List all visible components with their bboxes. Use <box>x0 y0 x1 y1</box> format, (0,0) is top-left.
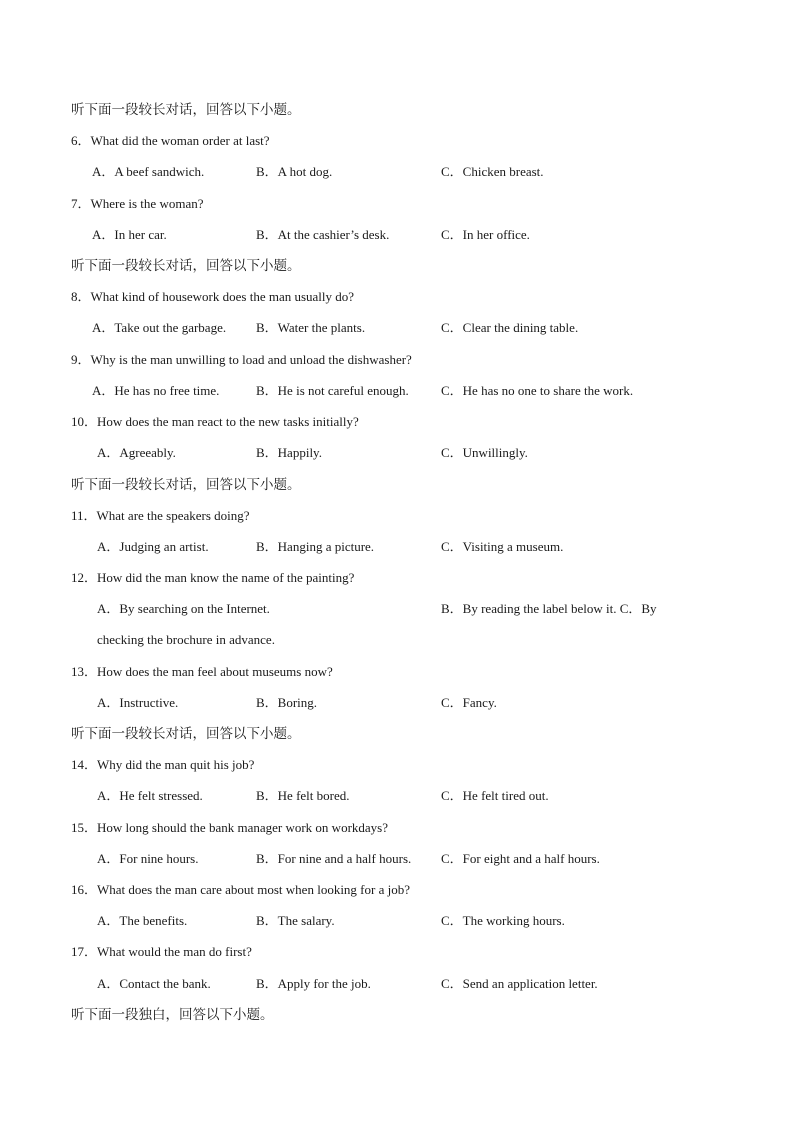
question-stem: 9．Why is the man unwilling to load and unload the dishwasher? <box>71 352 412 367</box>
question-stem: 10．How does the man react to the new tasks initially? <box>71 414 359 429</box>
option-c: C．Fancy. <box>441 695 497 710</box>
option-b: B．He is not careful enough. <box>256 383 409 398</box>
option-a: A．For nine hours. <box>97 851 199 866</box>
option-c: C．He has no one to share the work. <box>441 383 634 398</box>
question-stem: 14．Why did the man quit his job? <box>71 757 255 772</box>
option-a: A．He felt stressed. <box>97 788 203 803</box>
section-heading: 听下面一段独白，回答以下小题。 <box>71 1007 274 1022</box>
option-b: B．The salary. <box>256 913 335 928</box>
section-heading: 听下面一段较长对话，回答以下小题。 <box>71 102 301 117</box>
option-c: checking the brochure in advance. <box>97 632 275 647</box>
option-a: A．Instructive. <box>97 695 179 710</box>
option-a: A．He has no free time. <box>92 383 220 398</box>
option-c: C．In her office. <box>441 227 530 242</box>
question-stem: 6．What did the woman order at last? <box>71 133 270 148</box>
option-c: C．Send an application letter. <box>441 976 598 991</box>
question-stem: 15．How long should the bank manager work on workdays? <box>71 820 388 835</box>
question-stem: 13．How does the man feel about museums now? <box>71 664 333 679</box>
question-stem: 8．What kind of housework does the man usually do? <box>71 289 355 304</box>
option-a: A．Agreeably. <box>97 445 176 460</box>
question-stem: 12．How did the man know the name of the painting? <box>71 570 355 585</box>
option-c: C．For eight and a half hours. <box>441 851 600 866</box>
option-c: C．Unwillingly. <box>441 445 528 460</box>
section-heading: 听下面一段较长对话，回答以下小题。 <box>71 258 301 273</box>
question-stem: 7．Where is the woman? <box>71 196 204 211</box>
option-a: A．Judging an artist. <box>97 539 209 554</box>
section-heading: 听下面一段较长对话，回答以下小题。 <box>71 726 301 741</box>
option-c: C．The working hours. <box>441 913 565 928</box>
option-c: C．He felt tired out. <box>441 788 549 803</box>
option-b: B．Apply for the job. <box>256 976 371 991</box>
option-c: C．Visiting a museum. <box>441 539 564 554</box>
option-b: B．He felt bored. <box>256 788 350 803</box>
question-stem: 17．What would the man do first? <box>71 944 252 959</box>
question-stem: 16．What does the man care about most when looking for a job? <box>71 882 410 897</box>
option-b: B．For nine and a half hours. <box>256 851 412 866</box>
option-b: B．Hanging a picture. <box>256 539 375 554</box>
option-c: C．Clear the dining table. <box>441 320 579 335</box>
option-a: A．The benefits. <box>97 913 188 928</box>
option-b: B．Happily. <box>256 445 322 460</box>
option-b: B．A hot dog. <box>256 164 333 179</box>
option-a: A．Contact the bank. <box>97 976 211 991</box>
option-a: A．By searching on the Internet. <box>97 601 270 616</box>
option-a: A．In her car. <box>92 227 167 242</box>
section-heading: 听下面一段较长对话，回答以下小题。 <box>71 477 301 492</box>
option-b: B．By reading the label below it. C．By <box>441 601 657 616</box>
option-a: A．Take out the garbage. <box>92 320 227 335</box>
option-b: B．Water the plants. <box>256 320 366 335</box>
option-c: C．Chicken breast. <box>441 164 544 179</box>
option-b: B．At the cashier’s desk. <box>256 227 390 242</box>
question-stem: 11．What are the speakers doing? <box>71 508 250 523</box>
option-b: B．Boring. <box>256 695 318 710</box>
option-a: A．A beef sandwich. <box>92 164 205 179</box>
